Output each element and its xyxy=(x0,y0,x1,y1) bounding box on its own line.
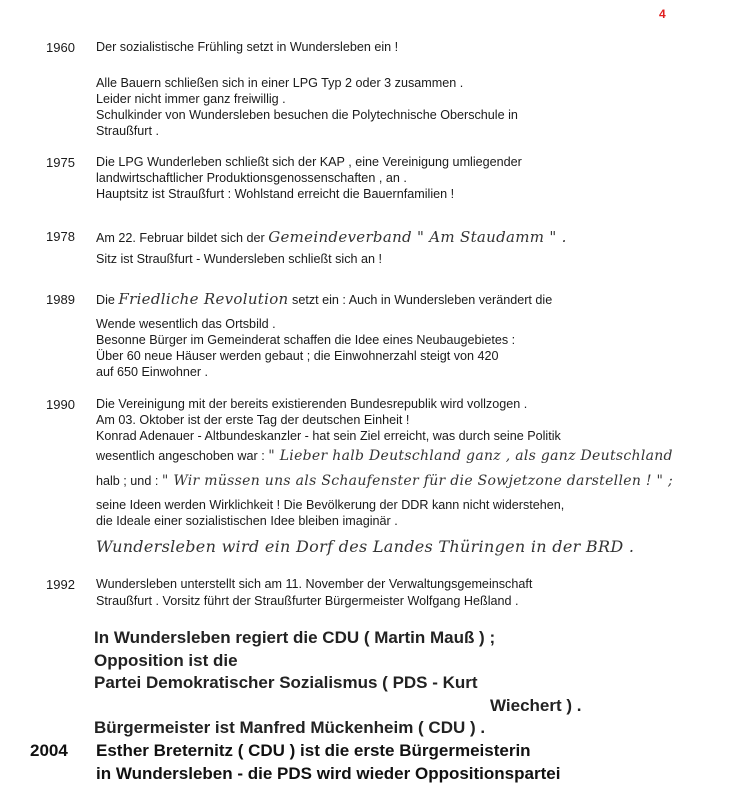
entry-text: Der sozialistische Frühling setzt in Wundersleben ein ! xyxy=(96,40,399,54)
entry-text: in Wundersleben - die PDS wird wieder Oppositionspartei xyxy=(96,764,561,783)
entry-year: 1989 xyxy=(46,292,75,307)
handwritten-text: " Wir müssen uns als Schaufenster für die Sowjetzone darstellen ! " ; xyxy=(161,473,674,489)
entry-text-part: setzt ein : Auch in Wundersleben verändert die xyxy=(292,293,553,307)
entry-year: 2004 xyxy=(30,741,68,760)
entry-text: landwirtschaftlicher Produktionsgenossenschaften , an . xyxy=(96,171,407,185)
entry-text: Schulkinder von Wundersleben besuchen die Polytechnische Oberschule in xyxy=(96,108,518,122)
bold-text: Partei Demokratischer Sozialismus ( PDS - Kurt xyxy=(94,673,478,692)
entry-text: Hauptsitz ist Straußfurt : Wohlstand erreicht die Bauernfamilien ! xyxy=(96,187,455,201)
entry-text: Am 03. Oktober ist der erste Tag der deutschen Einheit ! xyxy=(96,413,410,427)
page-number: 4 xyxy=(659,7,666,21)
entry-text: Die Vereinigung mit der bereits existierenden Bundesrepublik wird vollzogen . xyxy=(96,397,528,411)
entry-text: seine Ideen werden Wirklichkeit ! Die Bevölkerung der DDR kann nicht widerstehen, xyxy=(96,498,565,512)
entry-year: 1975 xyxy=(46,155,75,170)
entry-text xyxy=(96,473,673,489)
handwritten-text: " Lieber halb Deutschland ganz , als ganz Deutschland xyxy=(268,448,673,464)
entry-text: Leider nicht immer ganz freiwillig . xyxy=(96,92,286,106)
bold-text: Opposition ist die xyxy=(94,651,238,670)
entry-text: Über 60 neue Häuser werden gebaut ; die Einwohnerzahl steigt von 420 xyxy=(96,349,499,363)
entry-text: Wende wesentlich das Ortsbild . xyxy=(96,317,276,331)
entry-year: 1960 xyxy=(46,40,75,55)
handwritten-text: Wundersleben wird ein Dorf des Landes Thüringen in der BRD . xyxy=(96,537,635,556)
entry-text xyxy=(96,290,552,308)
entry-year: 1978 xyxy=(46,229,75,244)
entry-text: auf 650 Einwohner . xyxy=(96,365,209,379)
entry-text: Straußfurt . Vorsitz führt der Straußfurter Bürgermeister Wolfgang Heßland . xyxy=(96,594,519,608)
bold-text: In Wundersleben regiert die CDU ( Martin Mauß ) ; xyxy=(94,628,496,647)
entry-text: die Ideale einer sozialistischen Idee bleiben imaginär . xyxy=(96,514,398,528)
entry-text-part: wesentlich angeschoben war : xyxy=(96,449,265,463)
entry-text-part: Am 22. Februar bildet sich der xyxy=(96,231,265,245)
entry-text xyxy=(96,228,567,246)
entry-text-part: Die xyxy=(96,293,115,307)
entry-year: 1990 xyxy=(46,397,75,412)
bold-text: Bürgermeister ist Manfred Mückenheim ( CDU ) . xyxy=(94,718,486,737)
entry-text-part: halb ; und : xyxy=(96,474,159,488)
entry-text: Straußfurt . xyxy=(96,124,159,138)
entry-text: Besonne Bürger im Gemeinderat schaffen die Idee eines Neubaugebietes : xyxy=(96,333,516,347)
entry-text: Die LPG Wunderleben schließt sich der KAP , eine Vereinigung umliegender xyxy=(96,155,522,169)
handwritten-text: Friedliche Revolution xyxy=(118,290,289,308)
entry-year: 1992 xyxy=(46,577,75,592)
entry-text: Alle Bauern schließen sich in einer LPG Typ 2 oder 3 zusammen . xyxy=(96,76,464,90)
entry-text: Sitz ist Straußfurt - Wundersleben schließt sich an ! xyxy=(96,252,383,266)
handwritten-text: Gemeindeverband " Am Staudamm " . xyxy=(268,228,567,246)
entry-text: Esther Breternitz ( CDU ) ist die erste Bürgermeisterin xyxy=(96,741,531,760)
bold-text: Wiechert ) . xyxy=(490,696,582,715)
entry-text: Konrad Adenauer - Altbundeskanzler - hat sein Ziel erreicht, was durch seine Politik xyxy=(96,429,561,443)
entry-text: Wundersleben unterstellt sich am 11. November der Verwaltungsgemeinschaft xyxy=(96,577,533,591)
entry-text xyxy=(96,448,673,464)
